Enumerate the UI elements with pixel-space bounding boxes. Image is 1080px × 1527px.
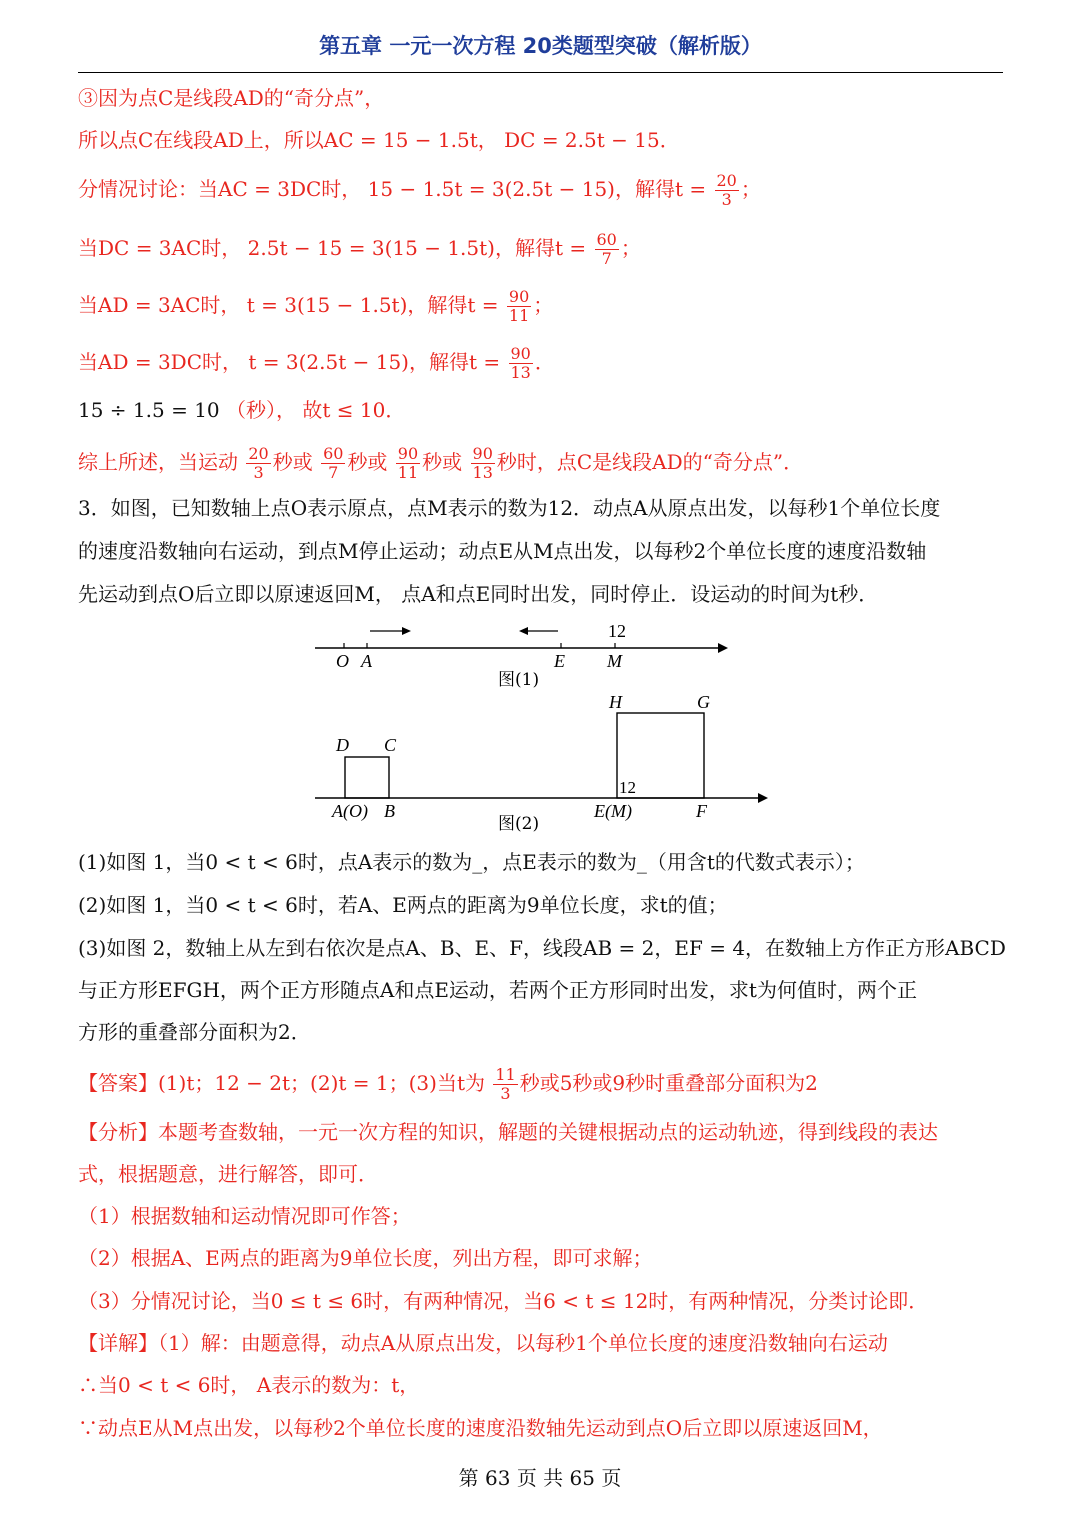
fig1-caption: 图(1) [498,670,540,690]
solution-line-2: 所以点C在线段AD上，所以AC = 15 − 1.5t， DC = 2.5t − 15． [78,128,680,152]
fig2-label-F: F [696,801,707,821]
case-label: 当DC = 3AC时， [78,236,242,260]
analysis-line-3: （1）根据数轴和运动情况即可作答； [78,1204,411,1228]
case-label: 分情况讨论：当AC = 3DC时， [78,177,362,201]
analysis-line-1: 【分析】本题考查数轴，一元一次方程的知识，解题的关键根据动点的运动轨迹，得到线段的表达 [78,1120,938,1144]
equation: t = 3(15 − 1.5t)，解得t = [246,293,499,317]
solution-line-7: 15 ÷ 1.5 = 10 （秒）， 故t ≤ 10． [78,398,406,422]
fig2-label-12: 12 [619,778,636,797]
answer-line: 【答案】(1)t；12 − 2t；(2)t = 1；(3)当t为 $\frac{11}{3}$ 秒或5秒或9秒时重叠部分面积为2 [78,1065,818,1103]
page-number-footer: 第 63 页 共 65 页 [458,1466,622,1490]
solution-line-3: 分情况讨论：当AC = 3DC时， 15 − 1.5t = 3(2.5t − 15)，解得t = $\frac{20}{3}$ ； [78,171,761,209]
fig2-caption: 图(2) [498,814,540,834]
part-3-question-2: 与正方形EFGH，两个正方形随点A和点E运动，若两个正方形同时出发，求t为何值时，两个正 [78,978,917,1002]
analysis-line-5: （3）分情况讨论，当0 ≤ t ≤ 6时，有两种情况，当6 < t ≤ 12时，有两种情况，分类讨论即． [78,1289,929,1313]
fraction: $\frac{11}{3}$ [495,1065,516,1103]
case-label: 当AD = 3DC时， [78,350,243,374]
part-3-question-1: (3)如图 2，数轴上从左到右依次是点A、B、E、F，线段AB = 2，EF = 4，在数轴上方作正方形ABCD [78,936,1006,960]
solution-line-5: 当AD = 3AC时， t = 3(15 − 1.5t)，解得t = $\frac{90}{11}$ ； [78,287,554,325]
solution-line-1: ③因为点C是线段AD的“奇分点”， [78,86,385,110]
part-1-question: (1)如图 1，当0 < t < 6时，点A表示的数为_，点E表示的数为_（用含t的代数式表示）； [78,850,865,874]
solution-summary: 综上所述，当运动 $\frac{20}{3}$ 秒或 $\frac{60}{7}$ 秒或 $\frac{90}{11}$ 秒或 $\frac{90}{13}$ 秒时，点C是线段AD的“奇分点”． [78,444,804,482]
equation: t = 3(2.5t − 15)，解得t = [248,350,501,374]
fraction: $\frac{60}{7}$ [596,230,617,268]
fraction: $\frac{90}{13}$ [510,344,531,382]
fraction: $\frac{20}{3}$ [716,171,737,209]
square-abcd [345,757,389,798]
analysis-line-2: 式，根据题意，进行解答，即可． [78,1162,378,1186]
fig2-label-H: H [609,692,622,712]
fig1-label-E: E [554,651,565,671]
page-header-title: 第五章 一元一次方程 20类题型突破（解析版） [319,34,762,58]
fig1-label-O: O [336,651,349,671]
fig2-label-G: G [697,692,710,712]
detail-line-1: 【详解】（1）解：由题意得，动点A从原点出发，以每秒1个单位长度的速度沿数轴向右运动 [78,1331,888,1355]
detail-line-3: ∵动点E从M点出发，以每秒2个单位长度的速度沿数轴先运动到点O后立即以原速返回M， [78,1416,883,1440]
fig2-label-C: C [384,735,397,755]
detail-line-2: ∴当0 < t < 6时， A表示的数为：t， [78,1373,420,1397]
analysis-line-4: （2）根据A、E两点的距离为9单位长度，列出方程，即可求解； [78,1246,653,1270]
fig2-label-D: D [336,735,349,755]
fig2-label-B: B [384,801,395,821]
part-2-question: (2)如图 1，当0 < t < 6时，若A、E两点的距离为9单位长度，求t的值； [78,893,728,917]
fraction: $\frac{90}{11}$ [508,287,530,325]
part-3-question-3: 方形的重叠部分面积为2． [78,1020,311,1044]
fig2-label-AO: A(O) [332,801,368,821]
fig1-label-A: A [361,651,372,671]
question-text-1: 3．如图，已知数轴上点O表示原点，点M表示的数为12．动点A从原点出发，以每秒1个单位长度 [78,496,941,520]
fraction: $\frac{60}{7}$ [323,444,344,482]
question-text-3: 先运动到点O后立即以原速返回M， 点A和点E同时出发，同时停止．设运动的时间为t秒． [78,582,879,606]
solution-line-4: 当DC = 3AC时， 2.5t − 15 = 3(15 − 1.5t)，解得t = $\frac{60}{7}$ ； [78,230,641,268]
header-rule [78,72,1003,73]
question-text-2: 的速度沿数轴向右运动，到点M停止运动；动点E从M点出发，以每秒2个单位长度的速度沿数轴 [78,539,927,563]
solution-line-6: 当AD = 3DC时， t = 3(2.5t − 15)，解得t = $\frac{90}{13}$ ． [78,344,555,382]
fraction: $\frac{90}{13}$ [472,444,493,482]
fraction: $\frac{20}{3}$ [248,444,269,482]
case-label: 当AD = 3AC时， [78,293,241,317]
fig2-label-EM: E(M) [594,801,632,821]
fig1-label-M: M [607,651,622,671]
number-line-figure [310,615,780,837]
fig1-label-12: 12 [608,621,626,641]
fraction: $\frac{90}{11}$ [397,444,419,482]
equation: 15 − 1.5t = 3(2.5t − 15)，解得t = [367,177,707,201]
equation: 2.5t − 15 = 3(15 − 1.5t)，解得t = [247,236,587,260]
